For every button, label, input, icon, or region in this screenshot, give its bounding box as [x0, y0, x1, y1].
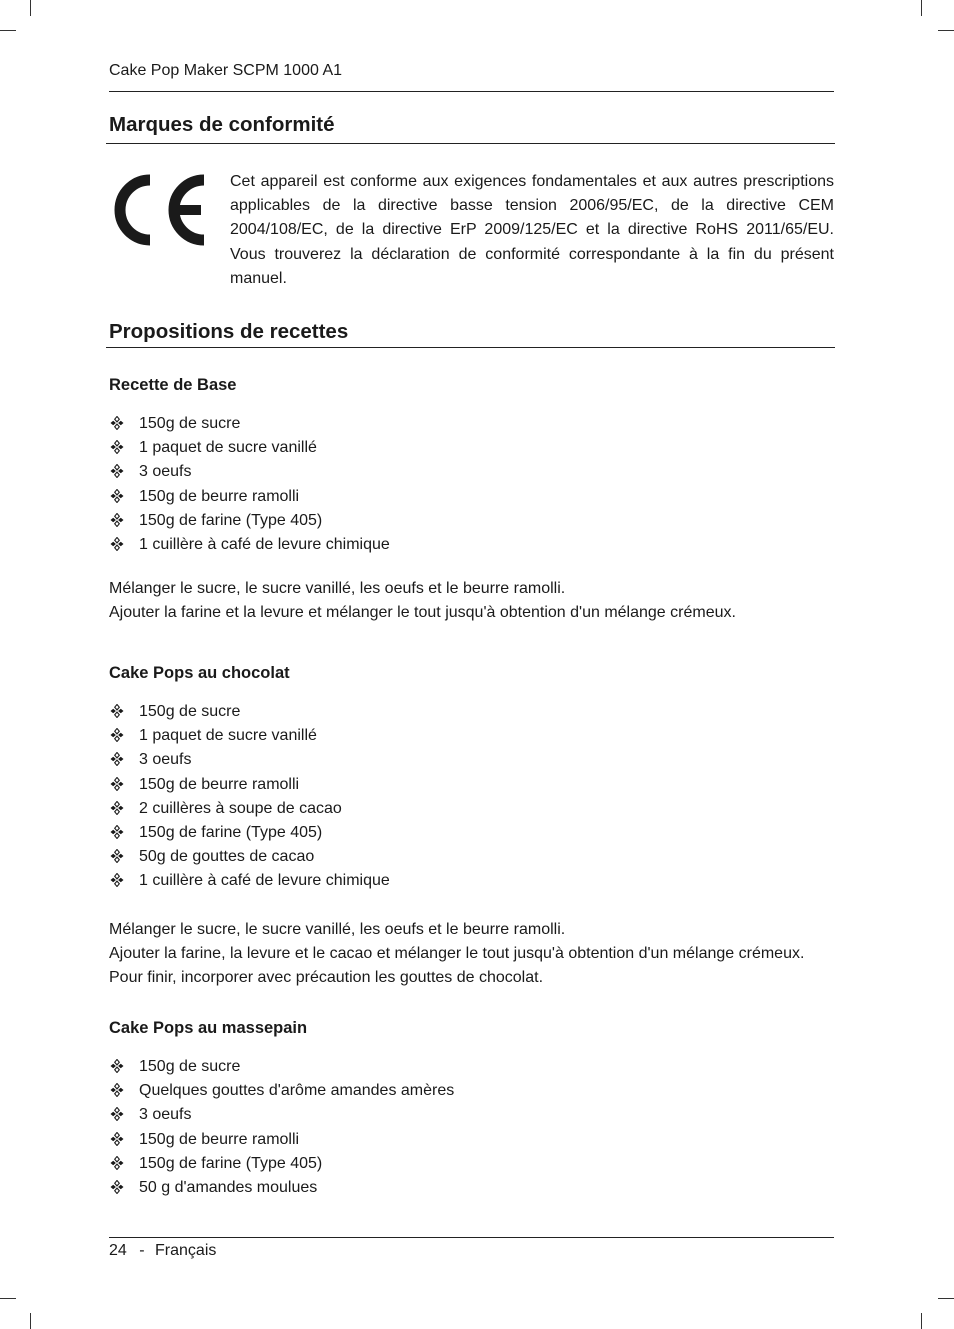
- ingredient-item: 3 oeufs: [109, 1103, 454, 1127]
- crop-mark: [0, 30, 16, 31]
- crop-mark: [0, 1298, 16, 1299]
- four-diamond-bullet-icon: [110, 1180, 124, 1194]
- recipe-chocolate-ingredients: [109, 700, 390, 894]
- page-number: 24: [109, 1242, 127, 1259]
- ingredient-item: 150g de sucre: [109, 1055, 454, 1079]
- ingredient-item: 50 g d'amandes moulues: [109, 1176, 454, 1200]
- header-divider: [109, 91, 834, 92]
- footer-language: Français: [155, 1242, 217, 1259]
- instruction-line: Mélanger le sucre, le sucre vanillé, les oeufs et le beurre ramolli.: [109, 921, 566, 938]
- ingredient-item: 1 paquet de sucre vanillé: [109, 436, 390, 460]
- instruction-line: Ajouter la farine, la levure et le cacao et mélanger le tout jusqu'à obtention d'un mélange crémeux.: [109, 945, 805, 963]
- four-diamond-bullet-icon: [110, 537, 124, 551]
- recipe-chocolate-instructions: [109, 918, 834, 991]
- ingredient-item: 50g de gouttes de cacao: [109, 845, 390, 869]
- ingredient-item: 150g de beurre ramolli: [109, 773, 390, 797]
- ingredient-item: 2 cuillères à soupe de cacao: [109, 797, 390, 821]
- ingredient-item: 150g de beurre ramolli: [109, 1128, 454, 1152]
- four-diamond-bullet-icon: [110, 440, 124, 454]
- ingredient-item: 1 cuillère à café de levure chimique: [109, 533, 390, 557]
- ingredient-item: Quelques gouttes d'arôme amandes amères: [109, 1079, 454, 1103]
- four-diamond-bullet-icon: [110, 1059, 124, 1073]
- four-diamond-bullet-icon: [110, 704, 124, 718]
- four-diamond-bullet-icon: [110, 513, 124, 527]
- conformity-heading-rule: [106, 143, 835, 144]
- running-header: Cake Pop Maker SCPM 1000 A1: [109, 62, 343, 79]
- four-diamond-bullet-icon: [110, 464, 124, 478]
- crop-mark: [30, 1313, 31, 1329]
- four-diamond-bullet-icon: [110, 752, 124, 766]
- recipe-base-ingredients: [109, 412, 390, 557]
- four-diamond-bullet-icon: [110, 1107, 124, 1121]
- four-diamond-bullet-icon: [110, 1156, 124, 1170]
- crop-mark: [921, 1313, 922, 1329]
- four-diamond-bullet-icon: [110, 873, 124, 887]
- instruction-line: Pour finir, incorporer avec précaution les gouttes de chocolat.: [109, 969, 544, 987]
- footer-separator: -: [139, 1242, 145, 1259]
- four-diamond-bullet-icon: [110, 728, 124, 742]
- ingredient-item: 3 oeufs: [109, 460, 390, 484]
- instruction-line: Ajouter la farine et la levure et mélanger le tout jusqu'à obtention d'un mélange crémeux.: [109, 604, 736, 622]
- footer-divider: [109, 1237, 834, 1238]
- four-diamond-bullet-icon: [110, 849, 124, 863]
- recipes-heading: Propositions de recettes: [109, 320, 349, 343]
- four-diamond-bullet-icon: [110, 416, 124, 430]
- four-diamond-bullet-icon: [110, 825, 124, 839]
- crop-mark: [921, 0, 922, 16]
- ce-mark-icon: [109, 174, 209, 246]
- ingredient-item: 3 oeufs: [109, 748, 390, 772]
- conformity-text: Cet appareil est conforme aux exigences fondamentales et aux autres prescriptions applicables de la directive basse tension 2006/95/EC, de la directive CEM 2004/108/EC, de la directive ErP 2009/125/EC et la directive RoHS 2011/65/EU. Vous trouverez la déclaration de conformité correspondante à la fin du présent manuel.: [230, 173, 834, 287]
- recipe-chocolate-title: Cake Pops au chocolat: [109, 664, 290, 682]
- ingredient-item: 150g de sucre: [109, 412, 390, 436]
- four-diamond-bullet-icon: [110, 777, 124, 791]
- ingredient-item: 150g de beurre ramolli: [109, 485, 390, 509]
- instruction-line: Mélanger le sucre, le sucre vanillé, les oeufs et le beurre ramolli.: [109, 580, 566, 597]
- conformity-heading: Marques de conformité: [109, 113, 335, 136]
- recipe-base-instructions: [109, 577, 834, 625]
- four-diamond-bullet-icon: [110, 801, 124, 815]
- recipe-marzipan-title: Cake Pops au massepain: [109, 1019, 308, 1037]
- four-diamond-bullet-icon: [110, 1083, 124, 1097]
- ingredient-item: 150g de farine (Type 405): [109, 1152, 454, 1176]
- ingredient-item: 150g de farine (Type 405): [109, 509, 390, 533]
- recipe-base-title: Recette de Base: [109, 376, 237, 394]
- ingredient-item: 1 paquet de sucre vanillé: [109, 724, 390, 748]
- four-diamond-bullet-icon: [110, 1132, 124, 1146]
- ingredient-item: 1 cuillère à café de levure chimique: [109, 869, 390, 893]
- crop-mark: [938, 1298, 954, 1299]
- page-footer: [109, 1242, 216, 1260]
- ingredient-item: 150g de farine (Type 405): [109, 821, 390, 845]
- four-diamond-bullet-icon: [110, 489, 124, 503]
- crop-mark: [30, 0, 31, 16]
- recipe-marzipan-ingredients: [109, 1055, 454, 1200]
- ingredient-item: 150g de sucre: [109, 700, 390, 724]
- crop-mark: [938, 30, 954, 31]
- recipes-heading-rule: [106, 347, 835, 348]
